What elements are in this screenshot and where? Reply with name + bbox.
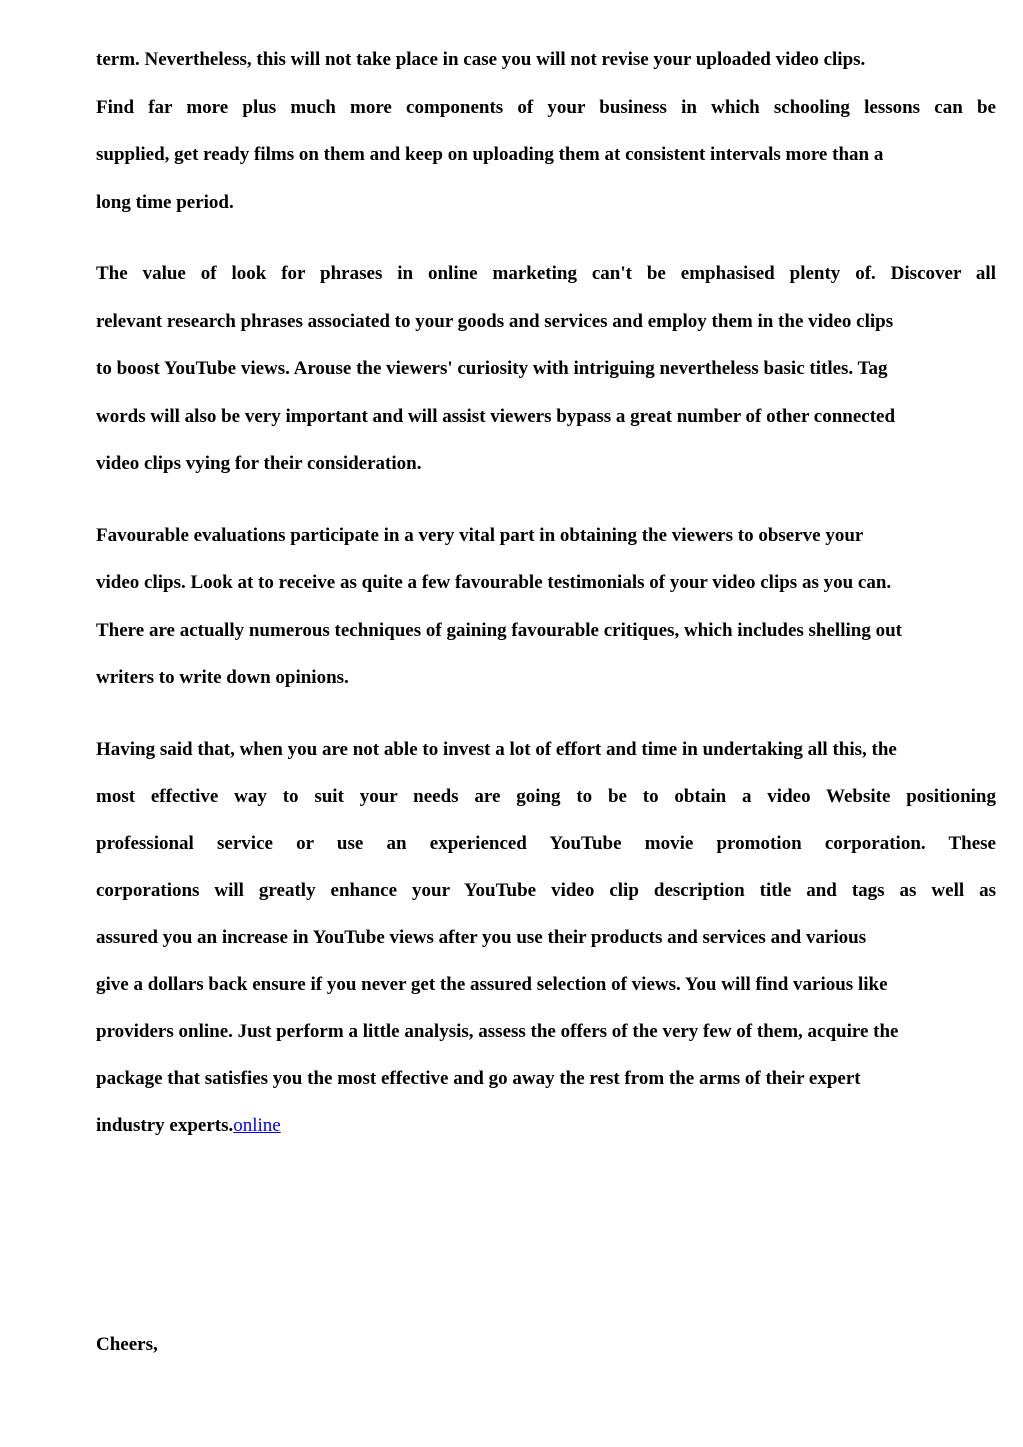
text-line: relevant research phrases associated to your goods and services and employ them in the video clips [96,310,894,332]
text-line: package that satisfies you the most effective and go away the rest from the arms of their expert [96,1067,861,1089]
text-line: Having said that, when you are not able to invest a lot of effort and time in undertaking all this, the [96,738,897,760]
paragraph-1 [96,36,996,226]
paragraph-2 [96,250,996,488]
document-body [96,36,996,1173]
text-line: term. Nevertheless, this will not take place in case you will not revise your uploaded video clips. [96,49,866,70]
text-line: video clips. Look at to receive as quite a few favourable testimonials of your video clips as you can. [96,572,892,593]
text-line: give a dollars back ensure if you never get the assured selection of views. You will find various like [96,973,888,995]
text-line: corporations will greatly enhance your YouTube video clip description title and tags as well as [96,879,996,901]
text-line: providers online. Just perform a little analysis, assess the offers of the very few of them, acquire the [96,1020,899,1042]
text-line: most effective way to suit your needs are going to be to obtain a video Website positioning [96,785,996,807]
text-line: The value of look for phrases in online marketing can't be emphasised plenty of. Discover all [96,263,996,284]
text-line: Find far more plus much more components of your business in which schooling lessons can be [96,96,996,118]
text-line: professional service or use an experienced YouTube movie promotion corporation. These [96,832,996,854]
text-line: video clips vying for their consideration. [96,453,422,474]
text-line: words will also be very important and will assist viewers bypass a great number of other connected [96,405,896,427]
text-line: There are actually numerous techniques of gaining favourable critiques, which includes shelling out [96,619,902,641]
paragraph-3 [96,512,996,702]
online-link[interactable]: online [233,1114,281,1136]
text-line: long time period. [96,191,234,213]
text-line-final-sentence: industry experts. [96,1114,234,1136]
text-line: supplied, get ready films on them and keep on uploading them at consistent intervals more than a [96,144,884,165]
paragraph-4 [96,726,996,1149]
text-line: writers to write down opinions. [96,667,349,688]
text-line: to boost YouTube views. Arouse the viewers' curiosity with intriguing nevertheless basic titles. Tag [96,358,888,379]
text-line-last [96,1102,996,1149]
closing-salutation: Cheers, [96,1334,158,1355]
text-line: assured you an increase in YouTube views after you use their products and services and various [96,926,867,948]
text-line: Favourable evaluations participate in a very vital part in obtaining the viewers to observe your [96,524,864,546]
